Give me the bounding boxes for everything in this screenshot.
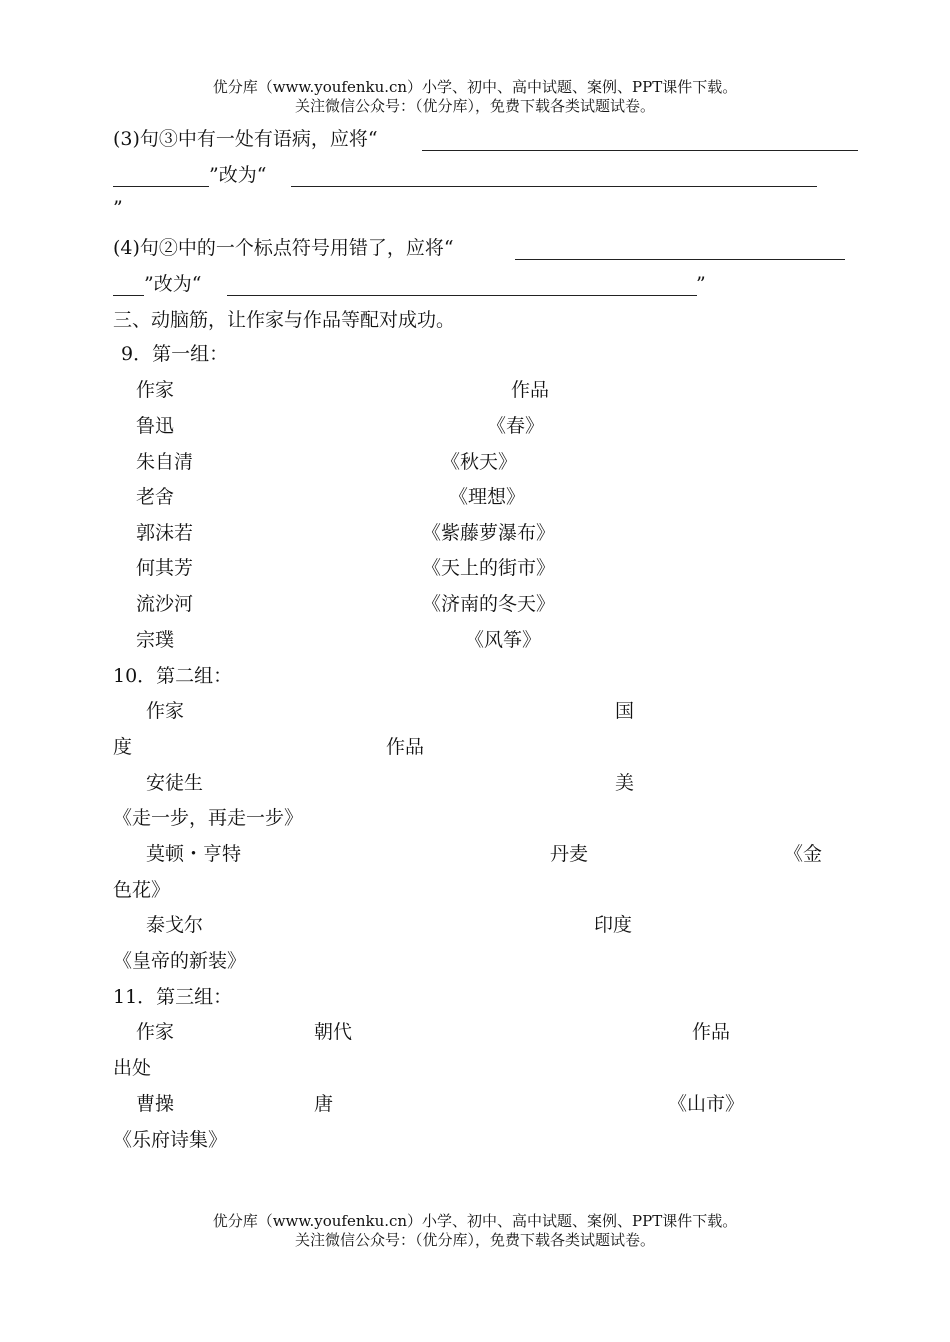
footer-line-2: 关注微信公众号：（优分库），免费下载各类试题试卷。	[294, 1231, 655, 1249]
group-2-country: 印度	[594, 914, 633, 936]
group-2-author: 安徒生	[146, 772, 204, 794]
group-3-header-source: 出处	[113, 1057, 152, 1079]
group-1-work: 《理想》	[449, 486, 526, 508]
question-4-blank-2[interactable]	[227, 295, 697, 296]
group-2-header-work: 作品	[386, 736, 425, 758]
group-1-header-work: 作品	[511, 379, 550, 401]
group-2-title: 10．第二组：	[113, 665, 233, 687]
group-2-work: 《皇帝的新装》	[113, 950, 247, 972]
question-3-close-quote: ”	[113, 197, 123, 219]
group-2-work: 《金	[784, 843, 823, 865]
question-4-prompt: (4)句②中的一个标点符号用错了，应将“	[113, 237, 454, 259]
group-1-work: 《春》	[487, 415, 545, 437]
question-4-change-to: ”改为“	[144, 273, 202, 295]
group-1-author: 鲁迅	[136, 415, 175, 437]
group-1-header-author: 作家	[136, 379, 175, 401]
section-3-title: 三、动脑筋，让作家与作品等配对成功。	[113, 309, 456, 331]
group-1-author: 老舍	[136, 486, 175, 508]
question-4-blank-1b[interactable]	[113, 295, 144, 296]
group-1-work: 《济南的冬天》	[422, 593, 556, 615]
group-2-header-country-tail: 度	[113, 736, 133, 758]
question-4-blank-1a[interactable]	[515, 259, 845, 260]
group-2-author: 泰戈尔	[146, 914, 204, 936]
footer-line-1: 优分库（www.youfenku.cn）小学、初中、高中试题、案例、PPT课件下载。	[212, 1212, 738, 1230]
group-1-title: 9．第一组：	[121, 343, 229, 365]
group-1-author: 何其芳	[136, 557, 194, 579]
group-1-author: 朱自清	[136, 451, 194, 473]
group-3-source: 《乐府诗集》	[113, 1129, 228, 1151]
group-2-country: 美	[615, 772, 635, 794]
group-2-work-continued: 色花》	[113, 879, 171, 901]
group-1-work: 《秋天》	[441, 451, 518, 473]
group-1-work: 《风筝》	[465, 629, 542, 651]
group-2-country: 丹麦	[550, 843, 589, 865]
group-1-author: 流沙河	[136, 593, 194, 615]
question-3-prompt: (3)句③中有一处有语病，应将“	[113, 128, 378, 150]
group-2-header-country: 国	[615, 700, 635, 722]
group-3-header-author: 作家	[136, 1021, 175, 1043]
question-3-blank-1b[interactable]	[113, 186, 209, 187]
group-2-work: 《走一步，再走一步》	[113, 807, 304, 829]
group-1-author: 郭沫若	[136, 522, 194, 544]
question-4-close-quote: ”	[696, 273, 706, 295]
group-3-header-dynasty: 朝代	[314, 1021, 353, 1043]
question-3-blank-2[interactable]	[291, 186, 817, 187]
group-3-author: 曹操	[136, 1093, 175, 1115]
group-3-work: 《山市》	[668, 1093, 745, 1115]
question-3-blank-1a[interactable]	[422, 150, 858, 151]
group-1-work: 《紫藤萝瀑布》	[422, 522, 556, 544]
group-2-author: 莫顿・亨特	[146, 843, 242, 865]
group-3-dynasty: 唐	[314, 1093, 334, 1115]
header-line-2: 关注微信公众号：（优分库），免费下载各类试题试卷。	[294, 97, 655, 115]
question-3-change-to: ”改为“	[209, 164, 267, 186]
group-1-author: 宗璞	[136, 629, 175, 651]
header-line-1: 优分库（www.youfenku.cn）小学、初中、高中试题、案例、PPT课件下载。	[212, 78, 738, 96]
group-3-title: 11．第三组：	[113, 986, 233, 1008]
group-1-work: 《天上的街市》	[422, 557, 556, 579]
group-2-header-author: 作家	[146, 700, 185, 722]
group-3-header-work: 作品	[692, 1021, 731, 1043]
